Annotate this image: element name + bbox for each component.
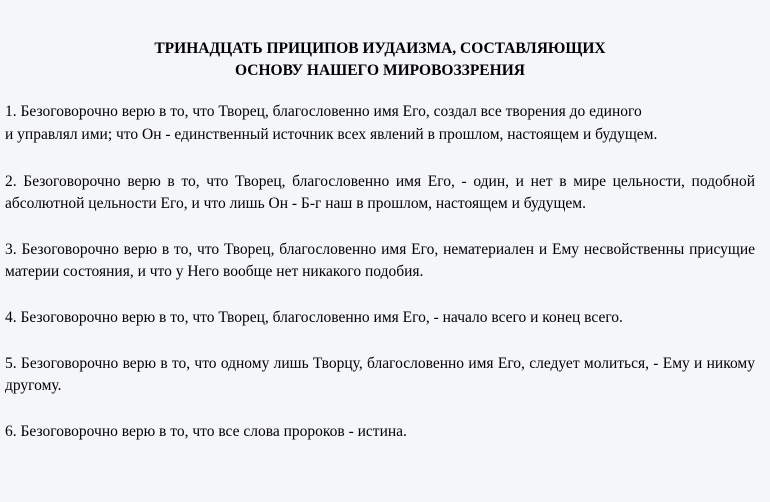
principle-3: 3. Безоговорочно верю в то, что Творец, благословенно имя Его, нематериален и Ему несвойственны присущие материи состояния, и что у Него вообще нет никакого подобия. [5,241,755,280]
principle-4: 4. Безоговорочно верю в то, что Творец, благословенно имя Его, - начало всего и конец всего. [5,309,623,326]
principle-6: 6. Безоговорочно верю в то, что все слова пророков - истина. [5,423,407,440]
principle-1-rest: и управлял ими; что Он - единственный источник всех явлений в прошлом, настоящем и будущем. [5,126,658,143]
principles-list [5,97,755,443]
principle-1 [5,97,755,146]
document-title [5,0,755,82]
principle-5: 5. Безоговорочно верю в то, что одному лишь Творцу, благословенно имя Его, следует молиться, - Ему и никому другому. [5,355,755,394]
principle-2: 2. Безоговорочно верю в то, что Творец, благословенно имя Его, - один, и нет в мире цельности, подобной абсолютной цельности Его, и что лишь Он - Б-г наш в прошлом, настоящем и будущем. [5,173,755,212]
title-line-1: ТРИНАДЦАТЬ ПРИЦИПОВ ИУДАИЗМА, СОСТАВЛЯЮЩИХ [154,40,606,57]
principle-1-lead: 1. Безоговорочно верю в то, что Творец, благословенно имя Его, создал все творения до единого [5,103,642,120]
title-line-2: ОСНОВУ НАШЕГО МИРОВОЗЗРЕНИЯ [235,62,525,79]
